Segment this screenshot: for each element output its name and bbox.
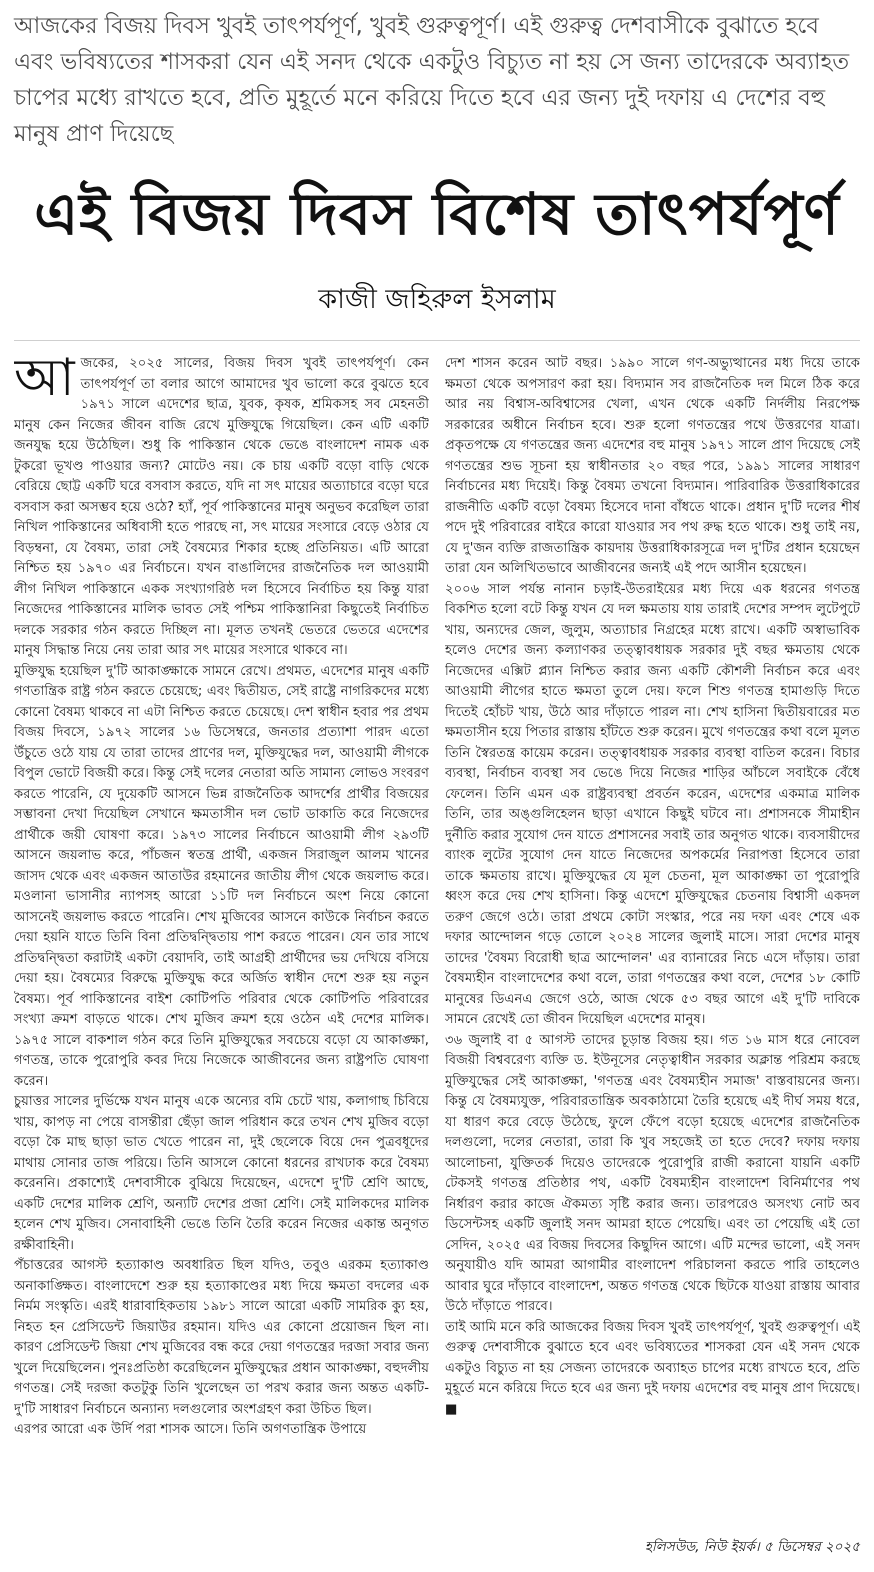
headline: এই বিজয় দিবস বিশেষ তাৎপর্যপূর্ণ	[34, 180, 840, 248]
divider	[14, 340, 860, 341]
paragraph: চুয়াত্তর সালের দুর্ভিক্ষে যখন মানুষ একে অন্যের বমি চেটে খায়, কলাগাছ চিবিয়ে খায়, কাপড় না পেয়ে বাসন্তীরা ছেঁড়া জাল পরিধান করে তখন শেখ মুজিব বড়ো বড়ো কৈ মাছ ছাড়া ভাত খেতে পারেন না, দুই ছেলেকে বিয়ে দেন পুত্রবধূদের মাথায় সোনার তাজ পরিয়ে। তিনি আসলে কোনো ধরনের রাখঢাক করে বৈষম্য করেননি। প্রকাশ্যেই দেশবাসীকে বুঝিয়ে দিয়েছেন, এদেশে দু'টি শ্রেণি আছে, একটি দেশের মালিক শ্রেণি, অন্যটি দেশের প্রজা শ্রেণি। সেই মালিকদের মালিক হলেন শেখ মুজিব। সেনাবাহিনী ভেঙে তিনি তৈরি করেন নিজের একান্ত অনুগত রক্ষীবাহিনী।	[14, 1094, 429, 1253]
column-right	[445, 354, 860, 1552]
article-body	[14, 354, 860, 1552]
byline: কাজী জহিরুল ইসলাম	[318, 284, 556, 315]
paragraph: মুক্তিযুদ্ধ হয়েছিল দু'টি আকাঙ্ক্ষাকে সামনে রেখে। প্রথমত, এদেশের মানুষ একটি গণতান্ত্রিক রাষ্ট্র গঠন করতে চেয়েছে; এবং দ্বিতীয়ত, সেই রাষ্ট্রে নাগরিকদের মধ্যে কোনো বৈষম্য থাকবে না এটা নিশ্চিত করতে চেয়েছে। দেশ স্বাধীন হবার পর প্রথম বিজয় দিবসে, ১৯৭২ সালের ১৬ ডিসেম্বরে, জনতার প্রত্যাশা পারদ এতো উঁচুতে ওঠে যায় যে তারা তাদের প্রাণের দল, মুক্তিযুদ্ধের দল, আওয়ামী লীগকে বিপুল ভোটে বিজয়ী করে। কিন্তু সেই দলের নেতারা অতি সামান্য লোভও সংবরণ করতে পারেনি, যে দুয়েকটি আসনে ভিন্ন রাজনৈতিক আদর্শের প্রার্থীর বিজয়ের সম্ভাবনা দেখা দিয়েছিল সেখানে ক্ষমতাসীন দল ভোট ডাকাতি করে নিজেদের প্রার্থীকে জয়ী ঘোষণা করে। ১৯৭৩ সালের নির্বাচনে আওয়ামী লীগ ২৯৩টি আসনে জয়লাভ করে, পাঁচজন স্বতন্ত্র প্রার্থী, একজন সিরাজুল আলম খানের জাসদ থেকে এবং একজন আতাউর রহমানের জাতীয় লীগ থেকে জয়লাভ করে। মওলানা ভাসানীর ন্যাপসহ আরো ১১টি দল নির্বাচনে অংশ নিয়ে কোনো আসনেই জয়লাভ করতে পারেনি। শেখ মুজিবের আসনে কাউকে নির্বাচন করতে দেয়া হয়নি যাতে তিনি বিনা প্রতিদ্বন্দ্বিতায় পাশ করতে পারেন। যেন তার সাথে প্রতিদ্বন্দ্বিতা করাটাই একটা বেয়াদবি, তাই আগ্রহী প্রার্থীদের ভয় দেখিয়ে বসিয়ে দেয়া হয়। বৈষম্যের বিরুদ্ধে মুক্তিযুদ্ধ করে অর্জিত স্বাধীন দেশে শুরু হয় নতুন বৈষম্য। পূর্ব পাকিস্তানের বাইশ কোটিপতি পরিবার থেকে কোটিপতি পরিবারের সংখ্যা ক্রমশ বাড়তে থাকে। শেখ মুজিব ক্রমশ হয়ে ওঠেন এই দেশের মালিক। ১৯৭৫ সালে বাকশাল গঠন করে তিনি মুক্তিযুদ্ধের সবচেয়ে বড়ো যে আকাঙ্ক্ষা, গণতন্ত্র, তাকে পুরোপুরি কবর দিয়ে নিজেকে আজীবনের জন্য রাষ্ট্রপতি ঘোষণা করেন।	[14, 663, 429, 1089]
paragraph	[445, 1318, 860, 1421]
article-intro: আজকের বিজয় দিবস খুবই তাৎপর্যপূর্ণ, খুবই গুরুত্বপূর্ণ। এই গুরুত্ব দেশবাসীকে বুঝাতে হবে এবং ভবিষ্যতের শাসকরা যেন এই সনদ থেকে একটুও বিচ্যুত না হয় সে জন্য তাদেরকে অব্যাহত চাপের মধ্যে রাখতে হবে, প্রতি মুহূর্তে মনে করিয়ে দিতে হবে এর জন্য দুই দফায় এ দেশের বহু মানুষ প্রাণ দিয়েছে	[14, 13, 850, 147]
paragraph	[14, 354, 429, 662]
paragraph: দেশ শাসন করেন আট বছর। ১৯৯০ সালে গণ-অভ্যুত্থানের মধ্য দিয়ে তাকে ক্ষমতা থেকে অপসারণ করা হয়। বিদ্যমান সব রাজনৈতিক দল মিলে ঠিক করে আর নয় বিশ্বাস-অবিশ্বাসের খেলা, এখন থেকে একটি নির্দলীয় নিরপেক্ষ সরকারের অধীনে নির্বাচন হবে। শুরু হলো গণতন্ত্রের পথে উত্তরণের যাত্রা। প্রকৃতপক্ষে যে গণতন্ত্রের জন্য এদেশের বহু মানুষ ১৯৭১ সালে প্রাণ দিয়েছে সেই গণতন্ত্রের শুভ সূচনা হয় স্বাধীনতার ২০ বছর পরে, ১৯৯১ সালের সাধারণ নির্বাচনের মধ্য দিয়েই। কিন্তু বৈষম্য তখনো বিদ্যমান। পারিবারিক উত্তরাধিকারের রাজনীতি একটি বড়ো বৈষম্য হিসেবে দানা বাঁধতে থাকে। প্রধান দু'টি দলের শীর্ষ পদে দুই পরিবারের বাইরে কারো যাওয়ার সব পথ রুদ্ধ হতে থাকে। শুধু তাই নয়, যে দু'জন ব্যক্তি রাজতান্ত্রিক কায়দায় উত্তরাধিকারসূত্রে দল দু'টির প্রধান হয়েছেন তারা যেন অলিখিতভাবে আজীবনের জন্যই এই পদে আসীন হয়েছেন।	[445, 356, 860, 576]
drop-cap: আ	[14, 354, 75, 408]
end-mark: ■	[445, 1401, 458, 1417]
dateline: হলিসউড, নিউ ইয়র্ক। ৫ ডিসেম্বর ২০২৫	[644, 1539, 860, 1555]
paragraph: ৩৬ জুলাই বা ৫ আগস্ট তাদের চূড়ান্ত বিজয় হয়। গত ১৬ মাস ধরে নোবেল বিজয়ী বিশ্ববরেণ্য ব্যক্তি ড. ইউনূসের নেতৃত্বাধীন সরকার অক্লান্ত পরিশ্রম করছে মুক্তিযুদ্ধের সেই আকাঙ্ক্ষা, 'গণতন্ত্র এবং বৈষম্যহীন সমাজ' বাস্তবায়নের জন্য। কিন্তু যে বৈষম্যযুক্ত, পরিবারতান্ত্রিক অবকাঠামো তৈরি হয়েছে এই দীর্ঘ সময় ধরে, যা ধারণ করে বেড়ে উঠেছে, ফুলে ফেঁপে বড়ো হয়েছে এদেশের রাজনৈতিক দলগুলো, দলের নেতারা, তারা কি খুব সহজেই তা হতে দেবে? দফায় দফায় আলোচনা, যুক্তিতর্ক দিয়েও তাদেরকে পুরোপুরি রাজী করানো যায়নি একটি টেকসই গণতন্ত্র প্রতিষ্ঠার পথ, একটি বৈষম্যহীন বাংলাদেশ বিনির্মাণের পথ নির্ধারণ করার কাজে ঐকমত্য সৃষ্টি করার জন্য। তারপরেও অসংখ্য নোট অব ডিসেন্টসহ একটি জুলাই সনদ আমরা হাতে পেয়েছি। এবং তা পেয়েছি এই তো সেদিন, ২০২৫ এর বিজয় দিবসের কিছুদিন আগে। এটি মন্দের ভালো, এই সনদ অনুযায়ীও যদি আমরা আগামীর বাংলাদেশ পরিচালনা করতে পারি তাহলেও আবার ঘুরে দাঁড়াবে বাংলাদেশ, অন্তত গণতন্ত্র থেকে ছিটকে যাওয়া রাস্তায় আবার উঠে দাঁড়াতে পারবে।	[445, 1032, 860, 1314]
paragraph-text: জকের, ২০২৫ সালের, বিজয় দিবস খুবই তাৎপর্যপূর্ণ। কেন তাৎপর্যপূর্ণ তা বলার আগে আমাদের খুব ভালো করে বুঝতে হবে ১৯৭১ সালে এদেশের ছাত্র, যুবক, কৃষক, শ্রমিকসহ সব মেহনতী মানুষ কেন নিজের জীবন বাজি রেখে মুক্তিযুদ্ধে গিয়েছিল। কেন এটি একটি জনযুদ্ধ হয়ে উঠেছিল। শুধু কি পাকিস্তান থেকে ভেঙে বাংলাদেশ নামক এক টুকরো ভূখণ্ড পাওয়ার জন্য? মোটেও নয়। কে চায় একটি বড়ো বাড়ি থেকে বেরিয়ে ছোট্ট একটি ঘরে বসবাস করতে, যদি না সৎ মায়ের অত্যাচারে বড়ো ঘরে বসবাস করা অসম্ভব হয়ে ওঠে? হ্যাঁ, পূর্ব পাকিস্তানের মানুষ অনুভব করেছিল তারা নিখিল পাকিস্তানের অধিবাসী হতে পারছে না, সৎ মায়ের সংসারে বেড়ে ওঠার যে বিড়ম্বনা, যে বৈষম্য, তারা সেই বৈষম্যের শিকার হচ্ছে প্রতিনিয়ত। এটি আরো নিশ্চিত হয় ১৯৭০ এর নির্বাচনে। যখন বাঙালিদের রাজনৈতিক দল আওয়ামী লীগ নিখিল পাকিস্তানে একক সংখ্যাগরিষ্ঠ দল হিসেবে নির্বাচিত হয় কিন্তু যারা নিজেদের পাকিস্তানের মালিক ভাবত সেই পশ্চিম পাকিস্তানিরা কিছুতেই নির্বাচিত দলকে সরকার গঠন করতে দিচ্ছিল না। মূলত তখনই ভেতরে ভেতরে এদেশের মানুষ সিদ্ধান্ত নিয়ে নেয় তারা আর সৎ মায়ের সংসারে থাকবে না।	[14, 356, 429, 658]
paragraph-text: তাই আমি মনে করি আজকের বিজয় দিবস খুবই তাৎপর্যপূর্ণ, খুবই গুরুত্বপূর্ণ। এই গুরুত্ব দেশবাসীকে বুঝাতে হবে এবং ভবিষ্যতের শাসকরা যেন এই সনদ থেকে একটুও বিচ্যুত না হয় সেজন্য তাদেরকে অব্যাহত চাপের মধ্যে রাখতে হবে, প্রতি মুহূর্তে মনে করিয়ে দিতে হবে এর জন্য দুই দফায় এদেশের বহু মানুষ প্রাণ দিয়েছে।	[445, 1319, 860, 1396]
paragraph: পঁচাত্তরের আগস্ট হত্যাকাণ্ড অবধারিত ছিল যদিও, তবুও এরকম হত্যাকাণ্ড অনাকাঙ্ক্ষিত। বাংলাদেশে শুরু হয় হত্যাকাণ্ডের মধ্য দিয়ে ক্ষমতা বদলের এক নির্মম সংস্কৃতি। এরই ধারাবাহিকতায় ১৯৮১ সালে আরো একটি সামরিক ক্যু হয়, নিহত হন প্রেসিডেন্ট জিয়াউর রহমান। যদিও এর কোনো প্রয়োজন ছিল না। কারণ প্রেসিডেন্ট জিয়া শেখ মুজিবের বন্ধ করে দেয়া গণতন্ত্রের দরজা সবার জন্য খুলে দিয়েছিলেন। পুনঃপ্রতিষ্ঠা করেছিলেন মুক্তিযুদ্ধের প্রধান আকাঙ্ক্ষা, বহুদলীয় গণতন্ত্র। সেই দরজা কতটুকু তিনি খুলেছেন তা পরখ করার জন্য অন্তত একটি-দু'টি সাধারণ নির্বাচনে অন্যান্য দলগুলোর অংশগ্রহণ করা উচিত ছিল।	[14, 1258, 429, 1417]
paragraph: ২০০৬ সাল পর্যন্ত নানান চড়াই-উতরাইয়ের মধ্য দিয়ে এক ধরনের গণতন্ত্র বিকশিত হলো বটে কিন্তু যখন যে দল ক্ষমতায় যায় তারাই দেশের সম্পদ লুটেপুটে খায়, অন্যদের জেল, জুলুম, অত্যাচার নিগ্রহের মধ্যে রাখে। একটি অস্বাভাবিক হলেও দেশের জন্য কল্যাণকর তত্ত্বাবধায়ক সরকার দুই বছর ক্ষমতায় থেকে নিজেদের এক্সিট প্ল্যান নিশ্চিত করার জন্য একটি কৌশলী নির্বাচন করে এবং আওয়ামী লীগের হাতে ক্ষমতা তুলে দেয়। ফলে শিশু গণতন্ত্র হামাগুড়ি দিতে দিতেই হোঁচট খায়, উঠে আর দাঁড়াতে পারল না। শেখ হাসিনা দ্বিতীয়বারের মত ক্ষমতাসীন হয়ে পিতার রাস্তায় হাঁটতে শুরু করেন। মুখে গণতন্ত্রের কথা বলে মূলত তিনি স্বৈরতন্ত্র কায়েম করেন। তত্ত্বাবধায়ক সরকার ব্যবস্থা বাতিল করেন। বিচার ব্যবস্থা, নির্বাচন ব্যবস্থা সব ভেঙে দিয়ে নিজের শাড়ির আঁচলে সবাইকে বেঁধে ফেলেন। তিনি এমন এক রাষ্ট্রব্যবস্থা প্রবর্তন করেন, এদেশের একমাত্র মালিক তিনি, তার অঙ্গুলিহেলন ছাড়া এখানে কিছুই ঘটবে না। প্রশাসনকে সীমাহীন দুর্নীতি করার সুযোগ দেন যাতে প্রশাসনের সবাই তার অনুগত থাকে। ব্যবসায়ীদের ব্যাংক লুটের সুযোগ দেন যাতে নিজেদের অপকর্মের নিরাপত্তা হিসেবে তারা তাকে ক্ষমতায় রাখে। মুক্তিযুদ্ধের যে মূল চেতনা, মূল আকাঙ্ক্ষা তা পুরোপুরি ধ্বংস করে দেয় শেখ হাসিনা। কিন্তু এদেশে মুক্তিযুদ্ধের চেতনায় বিশ্বাসী একদল তরুণ জেগে ওঠে। তারা প্রথমে কোটা সংস্কার, পরে নয় দফা এবং শেষে এক দফার আন্দোলন গড়ে তোলে ২০২৪ সালের জুলাই মাসে। সারা দেশের মানুষ তাদের 'বৈষম্য বিরোধী ছাত্র আন্দোলন' এর ব্যানারের নিচে এসে দাঁড়ায়। তারা বৈষম্যহীন বাংলাদেশের কথা বলে, তারা গণতন্ত্রের কথা বলে, দেশের ১৮ কোটি মানুষের ডিএনএ জেগে ওঠে, আজ থেকে ৫৩ বছর আগে এই দু'টি দাবিকে সামনে রেখেই তো জীবন দিয়েছিল এদেশের মানুষ।	[445, 581, 860, 1027]
column-left	[14, 354, 429, 1552]
paragraph: এরপর আরো এক উর্দি পরা শাসক আসে। তিনি অগণতান্ত্রিক উপায়ে	[14, 1422, 367, 1437]
